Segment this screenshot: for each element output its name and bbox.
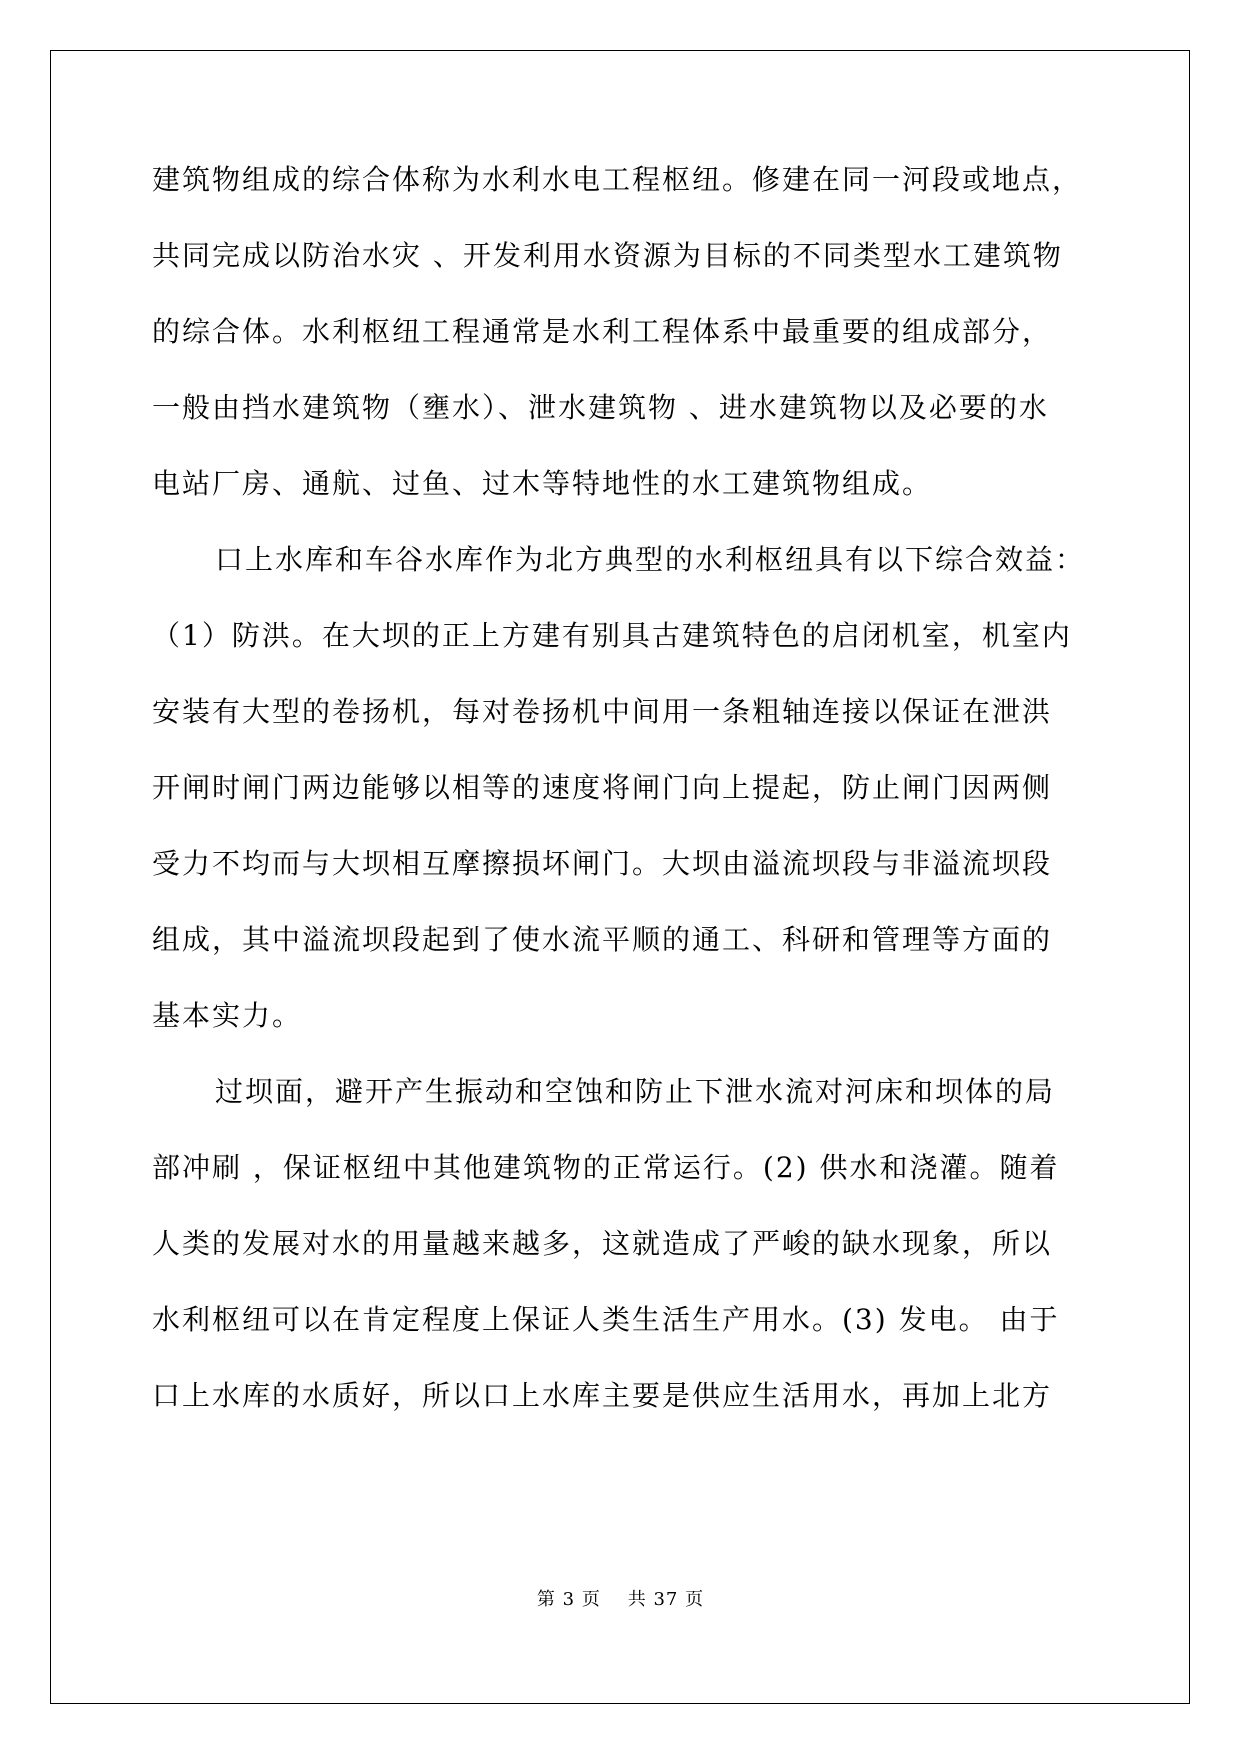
text-line: （1）防洪。在大坝的正上方建有别具古建筑特色的启闭机室，机室内 xyxy=(152,619,1072,652)
text-line: 共同完成以防治水灾 、开发利用水资源为目标的不同类型水工建筑物 xyxy=(152,239,1063,272)
text-line: 人类的发展对水的用量越来越多，这就造成了严峻的缺水现象，所以 xyxy=(152,1227,1053,1260)
page-total: 共 37 页 xyxy=(627,1589,705,1610)
page-number: 第 3 页 xyxy=(536,1589,601,1610)
text-line: 组成，其中溢流坝段起到了使水流平顺的通工、科研和管理等方面的 xyxy=(152,923,1053,956)
text-line: 安装有大型的卷扬机，每对卷扬机中间用一条粗轴连接以保证在泄洪 xyxy=(152,695,1053,728)
text-line: 受力不均而与大坝相互摩擦损坏闸门。大坝由溢流坝段与非溢流坝段 xyxy=(152,847,1053,880)
text-line: 基本实力。 xyxy=(152,999,303,1032)
text-line: 过坝面，避开产生振动和空蚀和防止下泄水流对河床和坝体的局 xyxy=(215,1075,1056,1108)
text-line: 口上水库和车谷水库作为北方典型的水利枢纽具有以下综合效益： xyxy=(215,543,1086,576)
text-line: 部冲刷 ，保证枢纽中其他建筑物的正常运行。(2) 供水和浇灌。随着 xyxy=(152,1151,1060,1184)
text-line: 电站厂房、通航、过鱼、过木等特地性的水工建筑物组成。 xyxy=(152,467,933,500)
text-line: 开闸时闸门两边能够以相等的速度将闸门向上提起，防止闸门因两侧 xyxy=(152,771,1053,804)
text-line: 一般由挡水建筑物（壅水）、泄水建筑物 、进水建筑物以及必要的水 xyxy=(152,391,1049,424)
document-body xyxy=(152,160,1092,1452)
text-line: 水利枢纽可以在肯定程度上保证人类生活生产用水。(3) 发电。 由于 xyxy=(152,1303,1060,1336)
text-line: 的综合体。水利枢纽工程通常是水利工程体系中最重要的组成部分， xyxy=(152,315,1053,348)
page-footer xyxy=(0,1585,1241,1611)
text-line: 口上水库的水质好，所以口上水库主要是供应生活用水，再加上北方 xyxy=(152,1379,1053,1412)
text-line: 建筑物组成的综合体称为水利水电工程枢纽。修建在同一河段或地点， xyxy=(152,163,1083,196)
